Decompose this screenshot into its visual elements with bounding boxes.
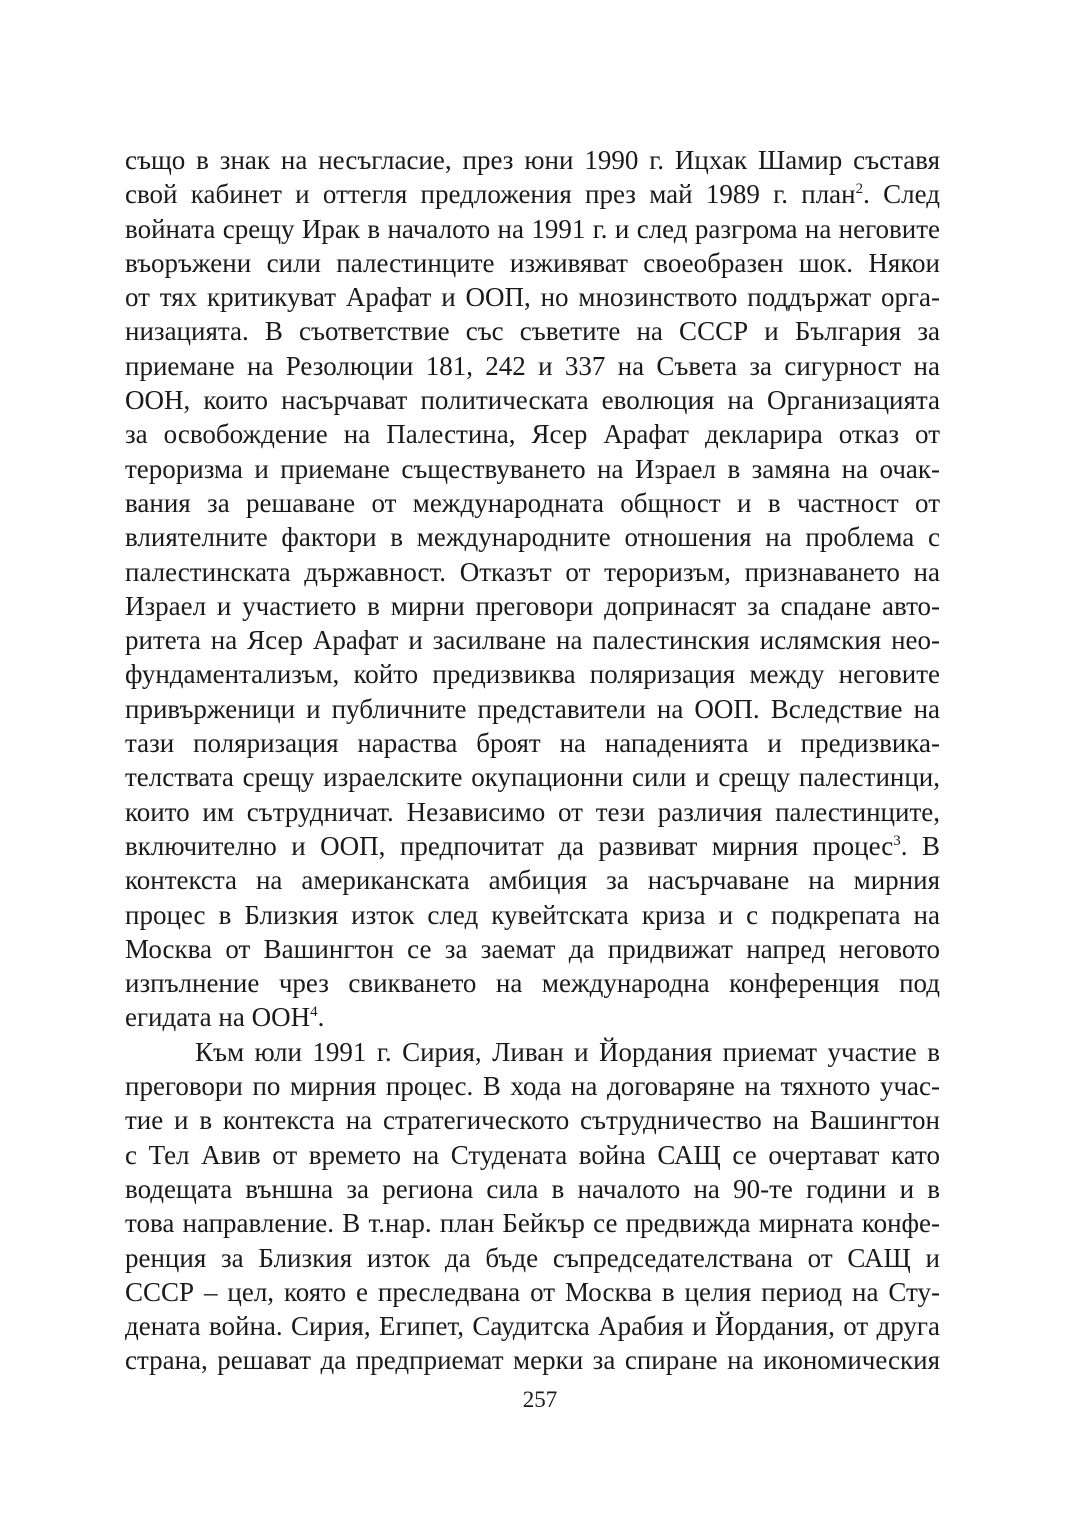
text-line (125, 692, 940, 726)
text-line (125, 1275, 940, 1309)
line-text: това направление. В т.нар. план Бейкър се предвижда мирната конфе- (125, 1208, 940, 1239)
text-line (125, 417, 940, 451)
text-line (125, 452, 940, 486)
text-line (125, 314, 940, 348)
text-line (125, 1069, 940, 1103)
text-line (125, 932, 940, 966)
paragraph-1 (125, 143, 940, 1035)
line-text: водещата външна за региона сила в началото на 90-те години и в (125, 1173, 940, 1204)
text-line (125, 1241, 940, 1275)
text-line (125, 623, 940, 657)
text-line (125, 555, 940, 589)
text-line (125, 383, 940, 417)
footnote-marker: 4 (310, 1004, 318, 1021)
footnote-marker: 3 (893, 832, 901, 849)
line-text: преговори по мирния процес. В хода на договаряне на тяхното учас- (125, 1071, 940, 1102)
line-text: с Тел Авив от времето на Студената война САЩ се очертават като (125, 1139, 940, 1170)
line-text: включително и ООП, предпочитат да развиват мирния процес (125, 830, 894, 861)
line-text: които им сътрудничат. Независимо от тези различия палестинците, (125, 796, 940, 827)
text-line (125, 177, 940, 211)
text-line (125, 1103, 940, 1137)
line-text-tail: . След (863, 179, 940, 210)
text-line (125, 246, 940, 280)
text-line (125, 657, 940, 691)
paragraph-2 (125, 1035, 940, 1378)
line-text: приемане на Резолюции 181, 242 и 337 на Съвета за сигурност на (125, 350, 940, 381)
line-text: вания за решаване от международната общност и в частност от (125, 487, 940, 518)
line-text: изпълнение чрез свикването на международна конференция под (125, 968, 940, 999)
line-text: страна, решават да предприемат мерки за спиране на икономическия (125, 1345, 940, 1376)
text-line (125, 1000, 940, 1034)
text-line (125, 280, 940, 314)
line-text: ритета на Ясер Арафат и засилване на палестинския ислямския нео- (125, 625, 940, 656)
text-line (125, 349, 940, 383)
page-body (125, 143, 940, 1378)
text-line (125, 143, 940, 177)
line-text: ООН, които насърчават политическата еволюция на Организацията (125, 385, 940, 416)
line-text: тази поляризация нараства броят на нападенията и предизвика- (125, 728, 940, 759)
text-line (125, 1172, 940, 1206)
line-text: привърженици и публичните представители на ООП. Вследствие на (125, 693, 940, 724)
footnote-marker: 2 (855, 181, 864, 198)
line-text: от тях критикуват Арафат и ООП, но мнозинството поддържат орга- (125, 282, 940, 313)
text-line (125, 795, 940, 829)
text-line (125, 760, 940, 794)
line-text: тие и в контекста на стратегическото сътрудничество на Вашингтон (125, 1105, 940, 1136)
line-text: СССР – цел, която е преследвана от Москва в целия период на Сту- (125, 1276, 940, 1307)
line-text: свой кабинет и оттегля предложения през май 1989 г. план (125, 179, 856, 210)
page-number: 257 (522, 1387, 558, 1412)
line-text-tail: . В (900, 830, 941, 861)
text-line (125, 1343, 940, 1377)
line-text: тероризма и приемане съществуването на Израел в замяна на очак- (125, 453, 940, 484)
text-line (125, 863, 940, 897)
line-text: войната срещу Ирак в началото на 1991 г. и след разгрома на неговите (125, 213, 940, 244)
line-text: Израел и участието в мирни преговори допринасят за спадане авто- (125, 590, 940, 621)
text-line (125, 212, 940, 246)
text-line (125, 726, 940, 760)
text-line (125, 1035, 940, 1069)
text-line (125, 829, 940, 863)
line-text-tail: . (317, 1002, 325, 1033)
text-line (125, 520, 940, 554)
line-text: за освобождение на Палестина, Ясер Арафат декларира отказ от (125, 419, 940, 450)
text-line (125, 898, 940, 932)
text-line (125, 1309, 940, 1343)
line-text: палестинската държавност. Отказът от тероризъм, признаването на (125, 556, 940, 587)
line-text: процес в Близкия изток след кувейтската криза и с подкрепата на (125, 899, 940, 930)
line-text: егидата на ООН (125, 1002, 311, 1033)
text-line (125, 589, 940, 623)
text-line (125, 1206, 940, 1240)
text-line (125, 966, 940, 1000)
line-text: телствата срещу израелските окупационни сили и срещу палестинци, (125, 762, 940, 793)
line-text: също в знак на несъгласие, през юни 1990 г. Ицхак Шамир съставя (125, 145, 940, 175)
line-text: контекста на американската амбиция за насърчаване на мирния (125, 865, 940, 896)
line-text: Москва от Вашингтон се за заемат да придвижат напред неговото (125, 933, 940, 964)
text-line (125, 1138, 940, 1172)
line-text: въоръжени сили палестинците изживяват своеобразен шок. Някои (125, 247, 940, 278)
line-text: влиятелните фактори в международните отношения на проблема с (125, 522, 940, 553)
line-text: дената война. Сирия, Египет, Саудитска Арабия и Йордания, от друга (125, 1311, 940, 1342)
line-text: низацията. В съответствие със съветите на СССР и България за (125, 316, 940, 347)
text-line (125, 486, 940, 520)
line-text: фундаментализъм, който предизвиква поляризация между неговите (125, 659, 940, 690)
line-text: ренция за Близкия изток да бъде съпредседателствана от САЩ и (125, 1242, 940, 1273)
line-text: Към юли 1991 г. Сирия, Ливан и Йордания приемат участие в (195, 1036, 940, 1067)
